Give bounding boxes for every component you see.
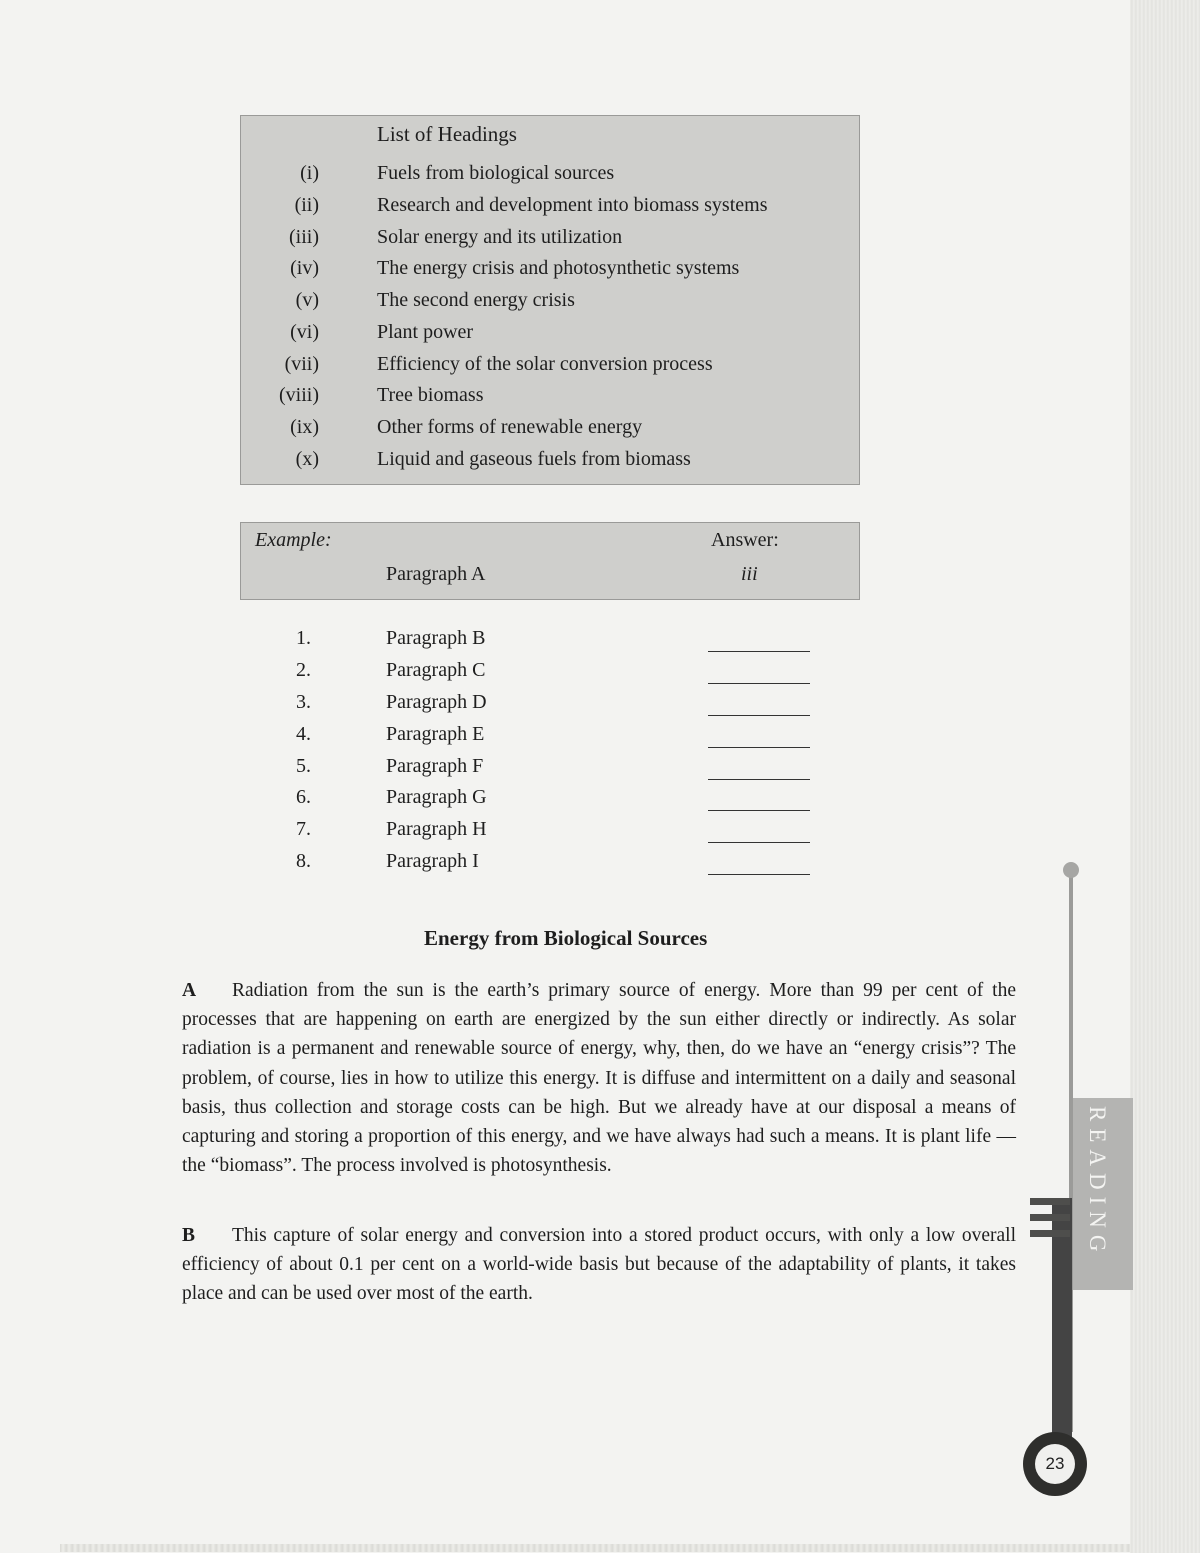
headings-title: List of Headings bbox=[377, 122, 517, 146]
heading-text: Research and development into biomass systems bbox=[377, 194, 768, 216]
example-paragraph: Paragraph A bbox=[386, 563, 486, 585]
key-tooth-decoration bbox=[1030, 1198, 1070, 1205]
question-paragraph: Paragraph D bbox=[386, 691, 487, 713]
question-number: 5. bbox=[296, 755, 311, 777]
reading-tab-label: READING bbox=[1085, 1106, 1110, 1259]
example-box bbox=[240, 522, 860, 600]
question-paragraph: Paragraph I bbox=[386, 850, 479, 872]
heading-row bbox=[241, 194, 859, 225]
question-number: 1. bbox=[296, 627, 311, 649]
heading-number: (viii) bbox=[279, 384, 319, 406]
question-number: 6. bbox=[296, 786, 311, 808]
question-paragraph: Paragraph G bbox=[386, 786, 487, 808]
answer-blank[interactable] bbox=[708, 874, 810, 875]
question-row bbox=[240, 786, 860, 818]
question-paragraph: Paragraph H bbox=[386, 818, 487, 840]
heading-row bbox=[241, 257, 859, 288]
question-paragraph: Paragraph B bbox=[386, 627, 486, 649]
heading-number: (v) bbox=[295, 289, 319, 311]
example-answer: iii bbox=[741, 563, 758, 585]
paragraph-text: This capture of solar energy and conversion into a stored product occurs, with only a low overall efficiency of about 0.1 per cent on a world-wide basis but because of the adaptability of plants, it takes place and can be used over most of the earth. bbox=[182, 1225, 1016, 1305]
heading-text: The energy crisis and photosynthetic systems bbox=[377, 257, 740, 279]
question-paragraph: Paragraph F bbox=[386, 755, 484, 777]
question-paragraph: Paragraph C bbox=[386, 659, 486, 681]
heading-row bbox=[241, 353, 859, 384]
question-row bbox=[240, 627, 860, 659]
article-paragraph-b bbox=[182, 1221, 1016, 1309]
heading-number: (x) bbox=[295, 448, 319, 470]
question-number: 3. bbox=[296, 691, 311, 713]
heading-row bbox=[241, 226, 859, 257]
question-row bbox=[240, 723, 860, 755]
answer-blank[interactable] bbox=[708, 651, 810, 652]
heading-number: (ii) bbox=[294, 194, 319, 216]
heading-row bbox=[241, 416, 859, 447]
heading-number: (i) bbox=[300, 162, 319, 184]
heading-row bbox=[241, 289, 859, 320]
heading-text: Tree biomass bbox=[377, 384, 484, 406]
question-number: 7. bbox=[296, 818, 311, 840]
heading-number: (vii) bbox=[284, 353, 319, 375]
page-number: 23 bbox=[1035, 1444, 1075, 1484]
heading-row bbox=[241, 384, 859, 415]
heading-number: (iii) bbox=[289, 226, 319, 248]
heading-text: Efficiency of the solar conversion process bbox=[377, 353, 713, 375]
heading-number: (vi) bbox=[290, 321, 319, 343]
heading-row bbox=[241, 321, 859, 352]
article-paragraph-a bbox=[182, 976, 1016, 1180]
heading-text: Solar energy and its utilization bbox=[377, 226, 623, 248]
heading-text: Other forms of renewable energy bbox=[377, 416, 643, 438]
key-tooth-decoration bbox=[1030, 1214, 1070, 1221]
heading-text: Liquid and gaseous fuels from biomass bbox=[377, 448, 691, 470]
article-title: Energy from Biological Sources bbox=[424, 926, 708, 950]
question-number: 4. bbox=[296, 723, 311, 745]
question-paragraph: Paragraph E bbox=[386, 723, 485, 745]
heading-row bbox=[241, 162, 859, 193]
answer-blank[interactable] bbox=[708, 810, 810, 811]
answer-blank[interactable] bbox=[708, 842, 810, 843]
answer-blank[interactable] bbox=[708, 683, 810, 684]
question-number: 8. bbox=[296, 850, 311, 872]
key-tooth-decoration bbox=[1030, 1230, 1070, 1237]
heading-text: The second energy crisis bbox=[377, 289, 575, 311]
heading-text: Plant power bbox=[377, 321, 474, 343]
paragraph-letter: B bbox=[182, 1225, 196, 1246]
question-row bbox=[240, 818, 860, 850]
heading-text: Fuels from biological sources bbox=[377, 162, 615, 184]
question-row bbox=[240, 659, 860, 691]
question-row bbox=[240, 850, 860, 882]
key-knob-decoration bbox=[1063, 862, 1079, 878]
answer-label: Answer: bbox=[711, 529, 779, 551]
heading-row bbox=[241, 448, 859, 479]
example-label: Example: bbox=[255, 529, 332, 551]
scan-edge bbox=[1130, 0, 1200, 1553]
answer-blank[interactable] bbox=[708, 715, 810, 716]
scan-bottom-edge bbox=[60, 1544, 1130, 1552]
question-row bbox=[240, 755, 860, 787]
heading-number: (ix) bbox=[290, 416, 319, 438]
question-row bbox=[240, 691, 860, 723]
question-number: 2. bbox=[296, 659, 311, 681]
headings-box bbox=[240, 115, 860, 485]
paragraph-letter: A bbox=[182, 980, 197, 1001]
paragraph-text: Radiation from the sun is the earth’s primary source of energy. More than 99 per cent of the processes that are happening on earth are energized by the sun either directly or indirectly. As solar radiation is a permanent and renewable source of energy, why, then, do we have an “energy crisis”? The problem, of course, lies in how to utilize this energy. It is diffuse and intermittent on a daily and seasonal basis, thus collection and storage costs can be high. But we already have at our disposal a means of capturing and storing a proportion of this energy, and we have always had such a means. It is plant life — the “biomass”. The process involved is photosynthesis. bbox=[182, 980, 1016, 1177]
answer-blank[interactable] bbox=[708, 779, 810, 780]
heading-number: (iv) bbox=[290, 257, 319, 279]
answer-blank[interactable] bbox=[708, 747, 810, 748]
